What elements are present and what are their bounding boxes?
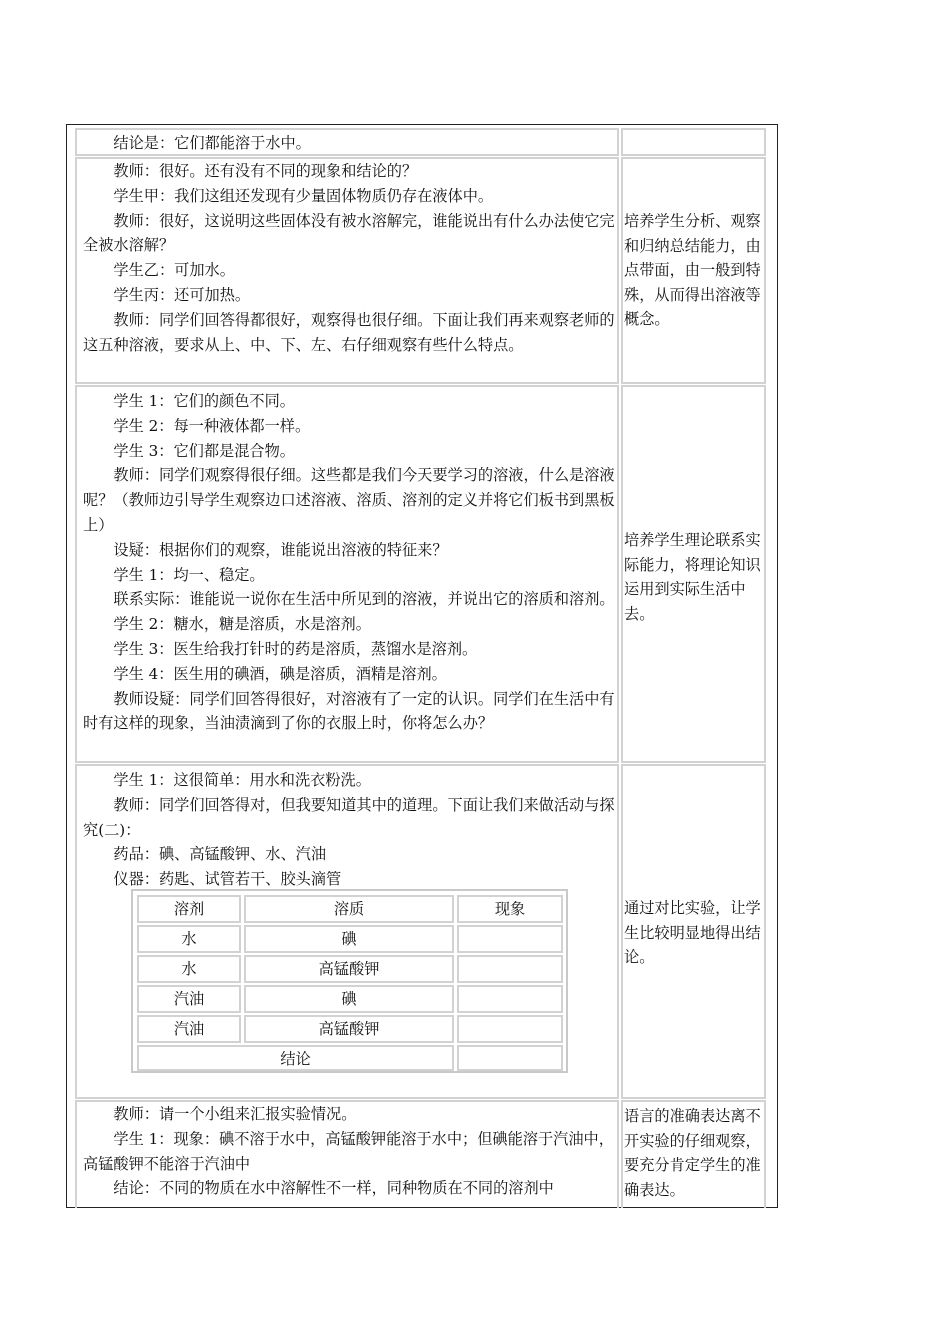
paragraph: 学生乙：可加水。 <box>113 261 235 280</box>
paragraph: 联系实际：谁能说一说你在生活中所见到的溶液，并说出它的溶质和溶剂。 <box>113 590 615 609</box>
paragraph: 结论是：它们都能溶于水中。 <box>113 134 311 152</box>
process-cell <box>75 128 619 156</box>
table-cell: 碘 <box>244 925 454 953</box>
paragraph: 教师：请一个小组来汇报实验情况。 <box>113 1105 357 1123</box>
intent-note: 通过对比实验，让学生比较明显地得出结论。 <box>624 899 761 967</box>
experiment-table <box>131 889 568 1073</box>
intent-cell <box>621 157 766 384</box>
paragraph: 教师：很好。还有没有不同的现象和结论的？ <box>113 162 418 180</box>
table-row <box>75 157 768 384</box>
paragraph: 学生 1：现象：碘不溶于水中，高锰酸钾能溶于水中；但碘能溶于汽油中，高锰酸钾不能溶于汽油中 <box>83 1129 614 1173</box>
intent-note: 培养学生分析、观察和归纳总结能力，由点带面，由一般到特殊，从而得出溶液等概念。 <box>624 212 761 329</box>
table-cell <box>457 925 563 953</box>
intent-note: 培养学生理论联系实际能力，将理论知识运用到实际生活中去。 <box>624 531 761 623</box>
table-header-cell: 溶质 <box>244 895 454 923</box>
process-cell <box>75 1100 619 1208</box>
process-cell <box>75 385 619 763</box>
table-header-cell: 溶剂 <box>137 895 241 923</box>
table-cell: 碘 <box>244 985 454 1013</box>
paragraph: 学生甲：我们这组还发现有少量固体物质仍存在液体中。 <box>113 186 494 205</box>
paragraph: 教师：同学们观察得很仔细。这些都是我们今天要学习的溶液，什么是溶液呢？（教师边引导学生观察边口述溶液、溶质、溶剂的定义并将它们板书到黑板上） <box>83 466 615 534</box>
table-cell: 高锰酸钾 <box>244 955 454 983</box>
intent-cell <box>621 385 766 763</box>
intent-cell <box>621 764 766 1099</box>
table-cell: 汽油 <box>137 1015 241 1043</box>
paragraph: 仪器：药匙、试管若干、胶头滴管 <box>113 870 342 889</box>
table-cell: 水 <box>137 925 241 953</box>
table-row <box>75 128 768 156</box>
table-cell: 汽油 <box>137 985 241 1013</box>
paragraph: 学生 2：糖水，糖是溶质，水是溶剂。 <box>113 615 371 634</box>
table-cell: 高锰酸钾 <box>244 1015 454 1043</box>
paragraph: 学生 1：这很简单：用水和洗衣粉洗。 <box>113 771 371 789</box>
process-cell <box>75 157 619 384</box>
table-cell <box>457 955 563 983</box>
paragraph: 学生 3：医生给我打针时的药是溶质，蒸馏水是溶剂。 <box>113 639 478 658</box>
table-header-cell: 现象 <box>457 895 563 923</box>
table-row <box>75 1100 768 1208</box>
table-cell: 水 <box>137 955 241 983</box>
paragraph: 教师：同学们回答得都很好，观察得也很仔细。下面让我们再来观察老师的这五种溶液，要求从上、中、下、左、右仔细观察有些什么特点。 <box>83 310 615 354</box>
paragraph: 教师：很好，这说明这些固体没有被水溶解完，谁能说出有什么办法使它完全被水溶解？ <box>83 211 615 255</box>
paragraph: 教师设疑：同学们回答得很好，对溶液有了一定的认识。同学们在生活中有时有这样的现象，当油渍滴到了你的衣服上时，你将怎么办？ <box>83 689 615 733</box>
paragraph: 学生 4：医生用的碘酒，碘是溶质，酒精是溶剂。 <box>113 664 447 683</box>
table-cell <box>457 985 563 1013</box>
paragraph: 学生 1：它们的颜色不同。 <box>113 392 295 410</box>
paragraph: 学生丙：还可加热。 <box>113 285 251 304</box>
paragraph: 学生 1：均一、稳定。 <box>113 565 265 584</box>
table-row <box>75 385 768 763</box>
paragraph: 学生 3：它们都是混合物。 <box>113 441 295 460</box>
intent-cell <box>621 128 766 156</box>
table-cell <box>457 1015 563 1043</box>
table-footer-cell <box>457 1045 563 1071</box>
intent-cell <box>621 1100 766 1208</box>
intent-note: 语言的准确表达离不开实验的仔细观察，要充分肯定学生的准确表达。 <box>624 1107 761 1199</box>
table-footer-cell: 结论 <box>137 1045 454 1071</box>
paragraph: 结论：不同的物质在水中溶解性不一样，同种物质在不同的溶剂中 <box>113 1179 554 1198</box>
paragraph: 学生 2：每一种液体都一样。 <box>113 416 311 435</box>
paragraph: 设疑：根据你们的观察，谁能说出溶液的特征来？ <box>113 540 448 559</box>
paragraph: 药品：碘、高锰酸钾、水、汽油 <box>113 845 327 864</box>
paragraph: 教师：同学们回答得对，但我要知道其中的道理。下面让我们来做活动与探究(二)： <box>83 795 615 839</box>
